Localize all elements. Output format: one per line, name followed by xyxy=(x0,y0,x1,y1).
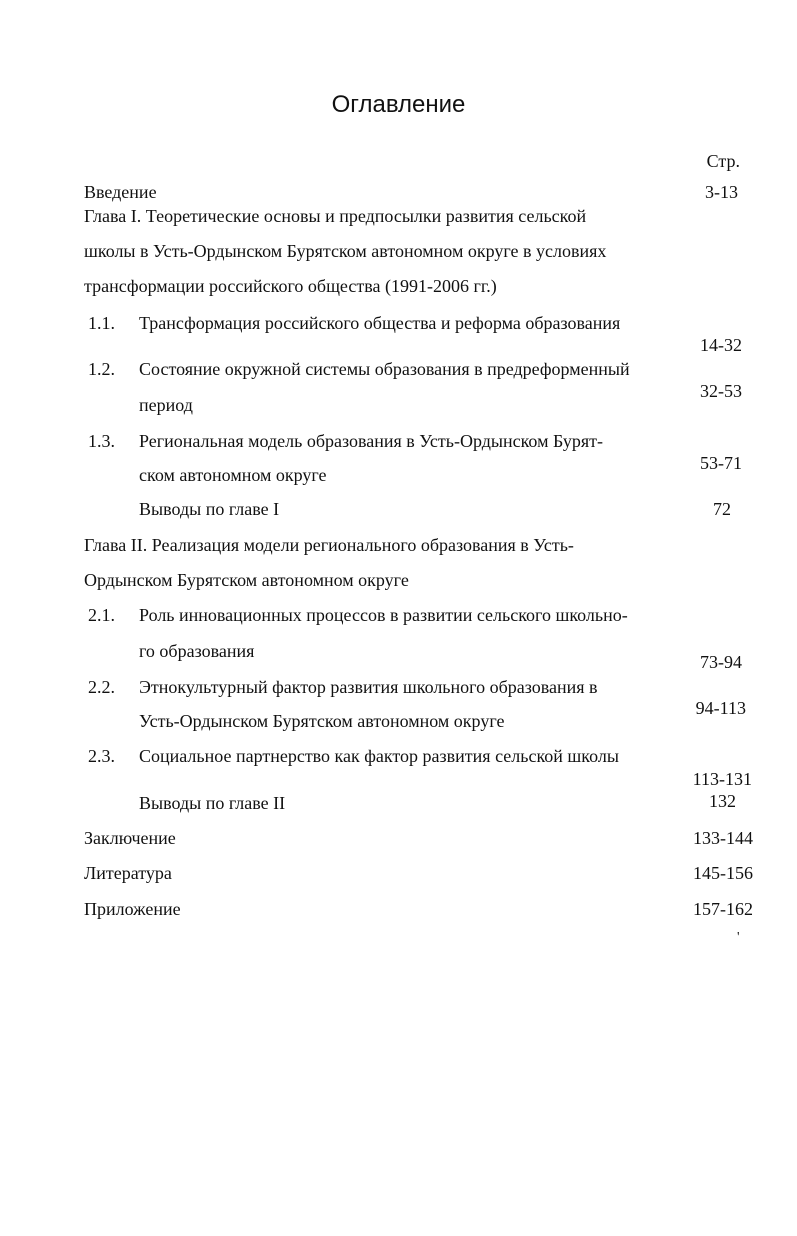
toc-appendix-label: Приложение xyxy=(84,899,181,919)
toc-section-2-2-title-line1: Этнокультурный фактор развития школьного образования в xyxy=(139,677,598,697)
toc-section-1-1-pages: 14-32 xyxy=(700,335,742,355)
toc-conclusion-pages: 133-144 xyxy=(693,828,753,848)
stray-mark: ' xyxy=(737,930,740,945)
toc-appendix-pages: 157-162 xyxy=(693,899,753,919)
toc-section-2-3-number: 2.3. xyxy=(88,746,115,766)
toc-conclusions-chapter1-label: Выводы по главе I xyxy=(139,499,280,519)
page-title: Оглавление xyxy=(331,91,466,118)
toc-section-1-3-number: 1.3. xyxy=(88,431,115,451)
toc-section-2-1-title-line1: Роль инновационных процессов в развитии сельского школьно- xyxy=(139,605,628,625)
toc-section-2-2-title-line2: Усть-Ордынском Бурятском автономном округе xyxy=(139,711,505,731)
toc-section-2-2-pages: 94-113 xyxy=(695,698,746,718)
toc-conclusions-chapter2-pages: 132 xyxy=(709,791,736,811)
toc-conclusion-label: Заключение xyxy=(84,828,176,848)
toc-section-1-2-number: 1.2. xyxy=(88,359,115,379)
toc-section-1-2-title-line2: период xyxy=(139,395,193,415)
toc-section-1-3-pages: 53-71 xyxy=(700,453,742,473)
toc-section-1-2-pages: 32-53 xyxy=(700,381,742,401)
page-column-header: Стр. xyxy=(706,151,740,171)
toc-section-1-1-number: 1.1. xyxy=(88,313,115,333)
toc-chapter2-line1: Глава II. Реализация модели регионального образования в Усть- xyxy=(84,535,574,555)
toc-conclusions-chapter2-label: Выводы по главе II xyxy=(139,793,286,813)
toc-section-2-3-pages: 113-131 xyxy=(692,769,752,789)
toc-section-1-1-title: Трансформация российского общества и реформа образования xyxy=(139,313,621,333)
toc-section-1-2-title-line1: Состояние окружной системы образования в предреформенный xyxy=(139,359,630,379)
toc-section-2-1-title-line2: го образования xyxy=(139,641,255,661)
toc-chapter2-line2: Ордынском Бурятском автономном округе xyxy=(84,570,409,590)
toc-section-1-3-title-line1: Региональная модель образования в Усть-Ордынском Бурят- xyxy=(139,431,603,451)
toc-section-2-3-title: Социальное партнерство как фактор развития сельской школы xyxy=(139,746,619,766)
toc-chapter1-line2: школы в Усть-Ордынском Бурятском автономном округе в условиях xyxy=(84,241,607,261)
toc-literature-label: Литература xyxy=(84,863,172,883)
toc-section-2-1-number: 2.1. xyxy=(88,605,115,625)
toc-literature-pages: 145-156 xyxy=(693,863,753,883)
toc-chapter1-line3: трансформации российского общества (1991-2006 гг.) xyxy=(84,276,497,296)
toc-intro-pages: 3-13 xyxy=(705,182,738,202)
toc-section-1-3-title-line2: ском автономном округе xyxy=(139,465,327,485)
toc-conclusions-chapter1-pages: 72 xyxy=(713,499,731,519)
toc-section-2-2-number: 2.2. xyxy=(88,677,115,697)
toc-chapter1-line1: Глава I. Теоретические основы и предпосылки развития сельской xyxy=(84,206,587,226)
toc-intro-label: Введение xyxy=(84,182,157,202)
toc-section-2-1-pages: 73-94 xyxy=(700,652,742,672)
